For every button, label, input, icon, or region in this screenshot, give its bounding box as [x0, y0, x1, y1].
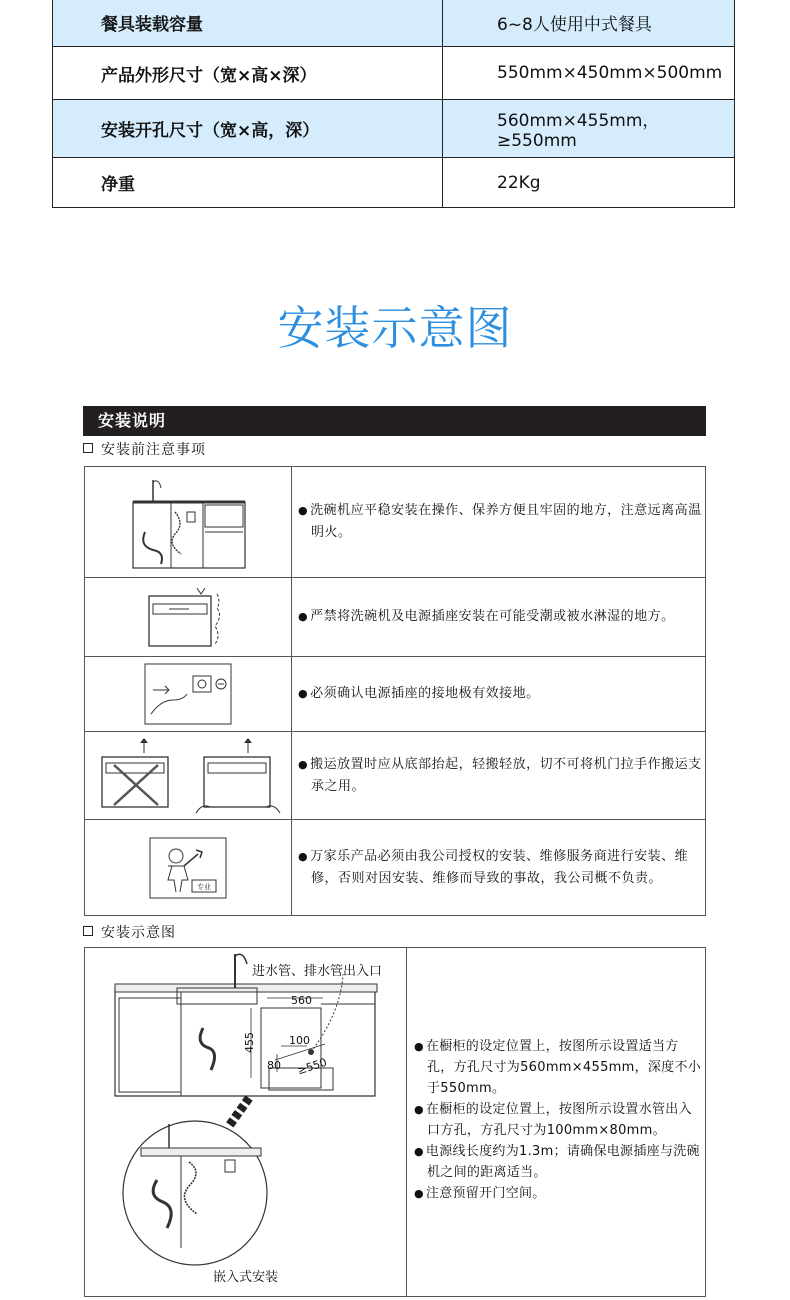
- spec-row-capacity: [53, 0, 735, 47]
- instruction-item: ● 电源线长度约为1.3m；请确保电源插座与洗碗机之间的距离适当。: [414, 1141, 704, 1183]
- dim-width-label: 560: [291, 994, 312, 1007]
- section-title: 安装示意图: [277, 301, 513, 355]
- instruction-item: ● 在橱柜的设定位置上，按图所示设置水管出入口方孔，方孔尺寸为100mm×80mm。: [414, 1099, 704, 1141]
- spec-row-weight: [53, 158, 735, 208]
- checkbox-square-icon: [83, 443, 93, 453]
- diagram-caption: 嵌入式安装: [213, 1270, 279, 1285]
- diagram-divider: [406, 948, 407, 1296]
- note-image: [85, 467, 292, 578]
- spec-value: 550mm×450mm×500mm: [443, 47, 735, 100]
- note-text: [292, 820, 706, 916]
- note-image: [85, 732, 292, 820]
- note-row: [85, 578, 706, 657]
- note-bullet: ● 万家乐产品必须由我公司授权的安装、维修服务商进行安装、维修，否则对因安装、维修而导致的事故，我公司概不负责。: [298, 846, 705, 890]
- instruction-item: ● 注意预留开门空间。: [414, 1183, 704, 1204]
- dim-depth-label: ≥550: [295, 1055, 329, 1078]
- spec-value: 560mm×455mm，≥550mm: [443, 100, 735, 158]
- diagram-heading-text: 安装示意图: [101, 925, 176, 941]
- note-image: [85, 820, 292, 916]
- spec-value: 22Kg: [443, 158, 735, 208]
- notes-table: [84, 466, 706, 916]
- dim-height-label: 455: [243, 1032, 256, 1053]
- note-row: [85, 732, 706, 820]
- kitchen-cabinet-icon: [123, 472, 253, 572]
- badge-text: 专业: [197, 882, 211, 891]
- note-text: [292, 732, 706, 820]
- dim-hole-h-label: 80: [267, 1059, 281, 1072]
- install-diagram: [84, 947, 706, 1297]
- note-row: [85, 820, 706, 916]
- cabinet-installation-illustration: [85, 948, 406, 1296]
- note-row: [85, 657, 706, 732]
- spec-label: 餐具装载容量: [53, 0, 443, 47]
- spec-label: 安装开孔尺寸（宽×高，深）: [53, 100, 443, 158]
- note-bullet: ● 必须确认电源插座的接地极有效接地。: [298, 683, 705, 705]
- checkbox-square-icon: [83, 926, 93, 936]
- note-text: [292, 578, 706, 657]
- note-text: [292, 467, 706, 578]
- note-bullet: ● 严禁将洗碗机及电源插座安装在可能受潮或被水淋湿的地方。: [298, 606, 705, 628]
- dim-hole-w-label: 100: [289, 1034, 310, 1047]
- spec-row-dimensions: [53, 47, 735, 100]
- note-bullet: ● 搬运放置时应从底部抬起，轻搬轻放，切不可将机门拉手作搬运支承之用。: [298, 754, 705, 798]
- spec-label: 净重: [53, 158, 443, 208]
- instruction-list: [414, 1036, 704, 1204]
- technician-icon: [148, 836, 228, 900]
- pipe-label: 进水管、排水管出入口: [252, 964, 383, 979]
- instruction-item: ● 在橱柜的设定位置上，按图所示设置适当方孔，方孔尺寸为560mm×455mm，深度不小于550mm。: [414, 1036, 704, 1099]
- pre-install-heading-text: 安装前注意事项: [101, 442, 206, 458]
- pre-install-heading: [83, 439, 206, 459]
- dishwasher-water-splash-icon: [143, 584, 233, 650]
- diagram-heading: [83, 922, 176, 942]
- note-image: [85, 657, 292, 732]
- note-row: [85, 467, 706, 578]
- spec-label: 产品外形尺寸（宽×高×深）: [53, 47, 443, 100]
- note-bullet: ● 洗碗机应平稳安装在操作、保养方便且牢固的地方，注意远离高温明火。: [298, 500, 705, 544]
- note-text: [292, 657, 706, 732]
- spec-value: 6~8人使用中式餐具: [443, 0, 735, 47]
- spec-row-cutout: [53, 100, 735, 158]
- grounded-socket-icon: [143, 662, 233, 726]
- install-bar: 安装说明: [83, 406, 706, 436]
- spec-table: [52, 0, 735, 208]
- note-image: [85, 578, 292, 657]
- lifting-dishwasher-icon: [88, 735, 288, 817]
